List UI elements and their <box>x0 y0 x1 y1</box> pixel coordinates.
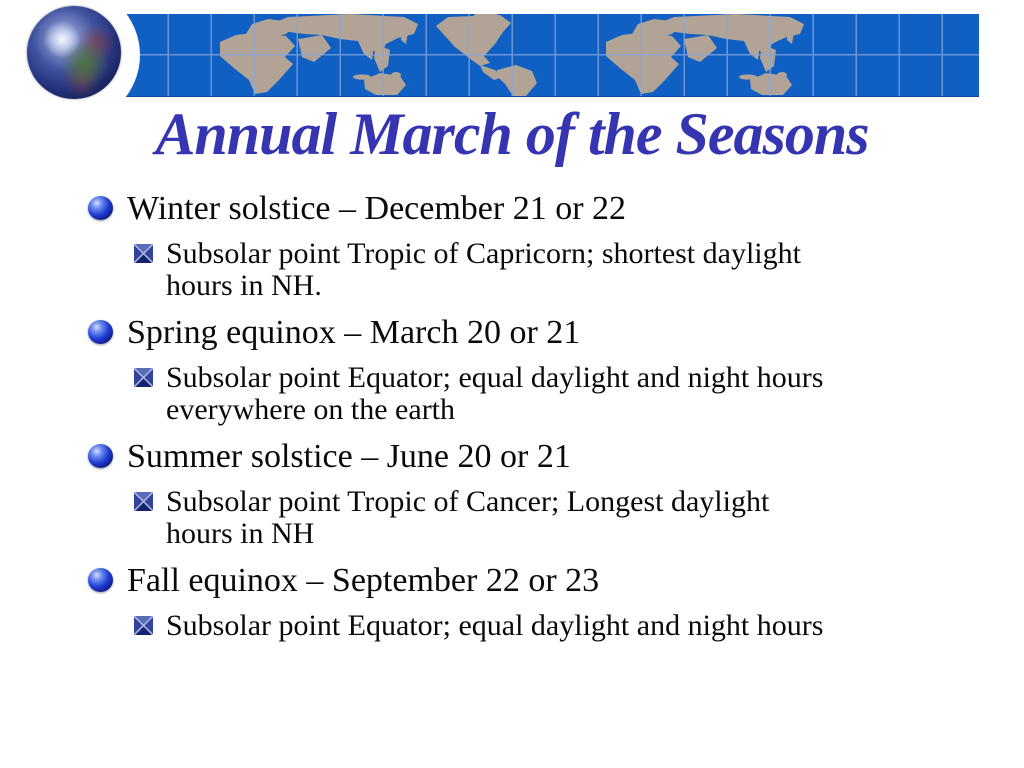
level2-row <box>134 362 968 426</box>
level1-label: Fall equinox – September 22 or 23 <box>127 562 600 599</box>
globe-logo-icon <box>27 6 121 99</box>
world-map-banner <box>118 14 979 97</box>
list-item <box>88 434 968 550</box>
level2-line: hours in NH. <box>166 269 322 302</box>
level2-row <box>134 486 968 550</box>
level1-row <box>88 310 968 356</box>
sphere-bullet-icon <box>88 320 113 344</box>
level2-line: Subsolar point Equator; equal daylight and night hours <box>166 609 824 642</box>
square-x-bullet-icon <box>134 368 153 387</box>
level2-text <box>166 486 769 550</box>
level2-line: Subsolar point Tropic of Capricorn; shortest daylight <box>166 237 801 270</box>
list-item <box>88 186 968 302</box>
level2-line: Subsolar point Equator; equal daylight and night hours <box>166 361 824 394</box>
sphere-bullet-icon <box>88 444 113 468</box>
level2-line: Subsolar point Tropic of Cancer; Longest daylight <box>166 485 770 518</box>
list-item <box>88 558 968 642</box>
list-item <box>88 310 968 426</box>
level2-line: everywhere on the earth <box>166 393 456 426</box>
square-x-bullet-icon <box>134 492 153 511</box>
slide-title: Annual March of the Seasons <box>155 101 869 167</box>
level1-row <box>88 186 968 232</box>
level2-text <box>166 362 823 426</box>
level1-label: Winter solstice – December 21 or 22 <box>127 190 627 227</box>
world-map-icon <box>118 14 979 96</box>
sphere-bullet-icon <box>88 568 113 592</box>
square-x-bullet-icon <box>134 616 153 635</box>
level1-label: Spring equinox – March 20 or 21 <box>127 314 581 351</box>
square-x-bullet-icon <box>134 244 153 263</box>
level1-label: Summer solstice – June 20 or 21 <box>127 438 571 475</box>
level2-row <box>134 610 968 642</box>
slide-body <box>88 186 968 650</box>
level2-row <box>134 238 968 302</box>
level1-row <box>88 558 968 604</box>
level2-text <box>166 610 823 642</box>
level2-line: hours in NH <box>166 517 315 550</box>
level1-row <box>88 434 968 480</box>
sphere-bullet-icon <box>88 196 113 220</box>
level2-text <box>166 238 801 302</box>
